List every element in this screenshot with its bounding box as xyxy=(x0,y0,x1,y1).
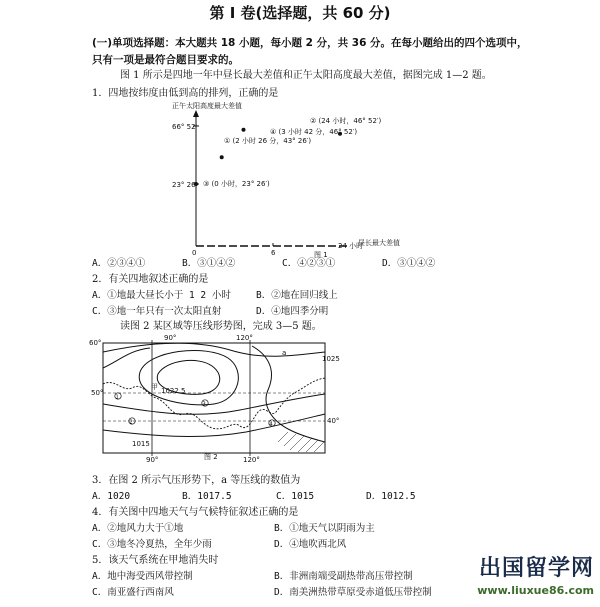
x-axis-label: 昼长最大差值 xyxy=(358,239,400,247)
q3-option-a: A．1020 xyxy=(92,491,131,502)
question-1-stem: 1．四地按纬度由低到高的排列，正确的是 xyxy=(92,88,279,99)
isobar-label-1025: 1025 xyxy=(322,355,340,363)
q4-option-b: B．①地天气以阴雨为主 xyxy=(274,523,375,534)
section-heading-line2: 只有一项是最符合题目要求的。 xyxy=(92,54,239,66)
place-label-jia: 甲 xyxy=(151,383,158,391)
x-tick-label-6: 6 xyxy=(271,249,276,257)
y-tick-label-2: 23° 26′ xyxy=(172,181,198,189)
q1-option-b: B．③①④② xyxy=(182,258,236,269)
isobar-label-1015: 1015 xyxy=(132,440,150,448)
q3-option-c: C．1015 xyxy=(276,491,315,502)
q4-option-c: C．③地冬冷夏热，全年少雨 xyxy=(92,539,212,550)
map-frame xyxy=(103,343,325,453)
lon-label-120-bottom: 120° xyxy=(243,456,260,464)
lat-label-40: 40° xyxy=(327,417,340,425)
q4-option-d: D．④地吹西北风 xyxy=(274,539,347,550)
q5-option-b: B．非洲南端受副热带高压带控制 xyxy=(274,571,413,582)
q2-option-d: D．④地四季分明 xyxy=(256,306,329,317)
lon-label-90-bottom: 90° xyxy=(146,456,159,464)
point-label-4: ④ (3 小时 42 分，46° 52′) xyxy=(270,128,358,136)
watermark-url: www.liuxue86.com xyxy=(477,584,594,597)
question-5-stem: 5．该天气系统在甲地消失时 xyxy=(92,555,219,566)
point-label-3: ③ (0 小时，23° 26′) xyxy=(203,180,270,188)
q5-option-c: C．南亚盛行西南风 xyxy=(92,587,174,598)
y-tick-label-1: 66° 52′ xyxy=(172,123,198,131)
q3-option-b: B．1017.5 xyxy=(182,491,232,502)
page-title: 第 I 卷(选择题，共 60 分) xyxy=(209,4,391,22)
lon-label-120-top: 120° xyxy=(236,334,253,342)
y-axis-label: 正午太阳高度最大差值 xyxy=(172,102,242,110)
q3-option-d: D．1012.5 xyxy=(366,491,416,502)
lat-label-60: 60° xyxy=(89,339,102,347)
q2-option-a: A．①地最大昼长小于 1 2 小时 xyxy=(92,290,231,301)
q1-option-c: C．④②③① xyxy=(282,258,336,269)
point-label-2: ② (24 小时，46° 52′) xyxy=(310,117,382,125)
section-heading-line1: (一)单项选择题：本大题共 18 小题，每小题 2 分，共 36 分。在每小题给出的四个选项中， xyxy=(92,37,528,49)
svg-text:2: 2 xyxy=(129,419,133,426)
intro-figure2: 读图 2 某区域等压线形势图，完成 3—5 题。 xyxy=(120,321,322,332)
intro-figure1: 图 1 所示是四地一年中昼长最大差值和正午太阳高度最大差值，据图完成 1—2 题。 xyxy=(120,70,492,81)
q1-option-d: D．③①④② xyxy=(382,258,436,269)
question-3-stem: 3．在图 2 所示气压形势下，a 等压线的数值为 xyxy=(92,475,301,486)
isobar-label-10225: 1022.5 xyxy=(161,387,186,395)
question-2-stem: 2．有关四地叙述正确的是 xyxy=(92,274,209,285)
svg-text:1: 1 xyxy=(115,394,119,401)
lon-label-90-top: 90° xyxy=(164,334,177,342)
lat-label-50: 50° xyxy=(91,389,104,397)
figure-1-caption: 图 1 xyxy=(314,251,328,259)
x-tick-label-24: 24 小时 xyxy=(338,242,364,250)
svg-text:3: 3 xyxy=(202,401,206,408)
x-tick-label-0: 0 xyxy=(192,249,197,257)
figure-2-caption: 图 2 xyxy=(204,453,218,461)
q4-option-a: A．②地风力大于①地 xyxy=(92,523,184,534)
watermark xyxy=(477,551,594,597)
question-4-stem: 4．有关图中四地天气与气候特征叙述正确的是 xyxy=(92,507,299,518)
place-label-a: a xyxy=(282,349,287,357)
point-label-1: ① (2 小时 26 分，43° 26′) xyxy=(224,137,312,145)
q2-option-c: C．③地一年只有一次太阳直射 xyxy=(92,306,222,317)
q1-option-a: A．②③④① xyxy=(92,258,146,269)
q5-option-a: A．地中海受西风带控制 xyxy=(92,571,193,582)
q5-option-d: D．南美洲热带草原受赤道低压带控制 xyxy=(274,587,432,598)
q2-option-b: B．②地在回归线上 xyxy=(256,290,338,301)
watermark-site-name: 出国留学网 xyxy=(478,556,594,581)
svg-text:4: 4 xyxy=(269,421,273,428)
